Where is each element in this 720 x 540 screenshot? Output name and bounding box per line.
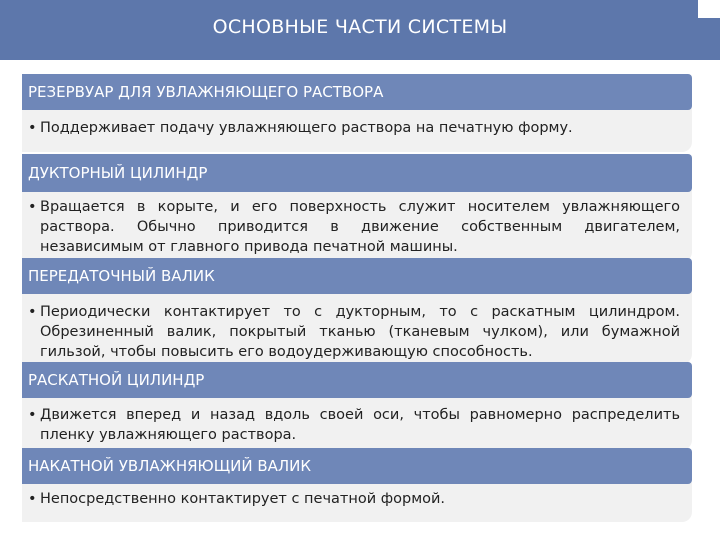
bullet-dot: • — [28, 304, 37, 320]
page-title: ОСНОВНЫЕ ЧАСТИ СИСТЕМЫ — [212, 16, 508, 38]
bullet-distributor — [28, 405, 680, 445]
section-header-form-roller: НАКАТНОЙ УВЛАЖНЯЮЩИЙ ВАЛИК — [22, 448, 692, 484]
bullet-text: Непосредственно контактирует с печатной формой. — [40, 491, 446, 507]
bullet-form-roller — [28, 489, 680, 509]
title-bar — [0, 0, 720, 60]
corner-decoration — [698, 0, 720, 18]
bullet-text: Периодически контактирует то с дукторным, то с раскатным цилиндром. Обрезиненный валик, покрытый тканью (тканевым чулком), или бумажной гильзой, чтобы повысить его водоудерживающую способность. — [40, 304, 680, 360]
section-header-transfer: ПЕРЕДАТОЧНЫЙ ВАЛИК — [22, 258, 692, 294]
bullet-dot: • — [28, 491, 37, 507]
bullet-dot: • — [28, 199, 37, 215]
bullet-transfer — [28, 302, 680, 362]
section-header-ductor: ДУКТОРНЫЙ ЦИЛИНДР — [22, 154, 692, 192]
section-header-reservoir: РЕЗЕРВУАР ДЛЯ УВЛАЖНЯЮЩЕГО РАСТВОРА — [22, 74, 692, 110]
bullet-text: Поддерживает подачу увлажняющего раствора на печатную форму. — [40, 120, 573, 136]
bullet-reservoir — [28, 118, 680, 138]
bullet-text: Движется вперед и назад вдоль своей оси, чтобы равномерно распределить пленку увлажняющего раствора. — [40, 407, 680, 443]
bullet-ductor — [28, 197, 680, 257]
bullet-text: Вращается в корыте, и его поверхность служит носителем увлажняющего раствора. Обычно приводится в движение собственным двигателем, независимым от главного привода печатной машины. — [40, 199, 680, 255]
bullet-dot: • — [28, 407, 37, 423]
bullet-dot: • — [28, 120, 37, 136]
section-header-distributor: РАСКАТНОЙ ЦИЛИНДР — [22, 362, 692, 398]
